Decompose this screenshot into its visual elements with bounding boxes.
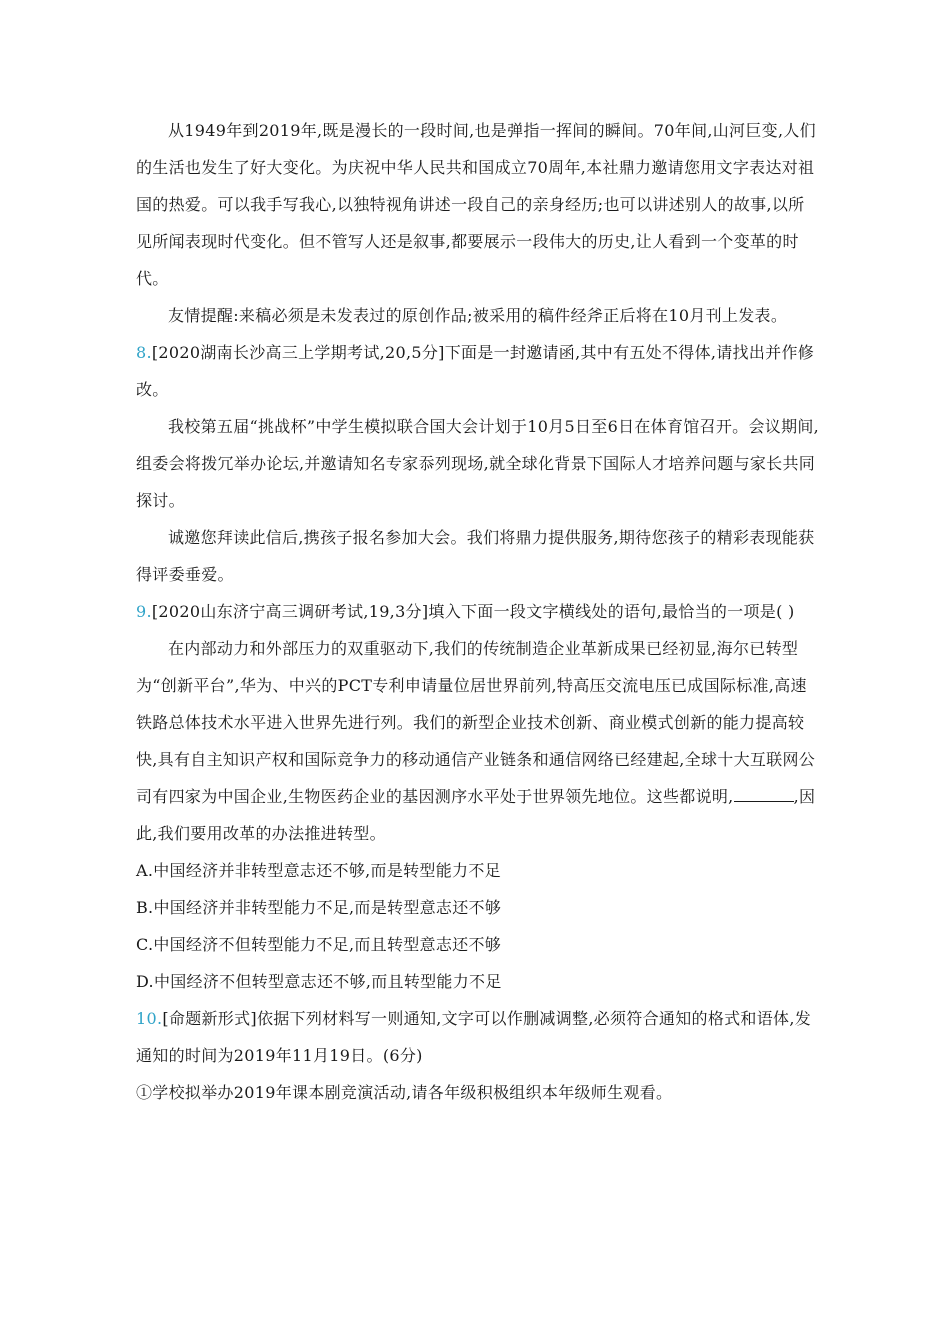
question-9-passage-after: ,因此,我们要用改革的办法推进转型。 — [136, 787, 816, 843]
question-10-text: [命题新形式]依据下列材料写一则通知,文字可以作删减调整,必须符合通知的格式和语体,发通知的时间为2019年11月19日。(6分) — [136, 1009, 812, 1065]
answer-blank — [734, 783, 794, 802]
intro-paragraph-1: 从1949年到2019年,既是漫长的一段时间,也是弹指一挥间的瞬间。70年间,山河巨变,人们的生活也发生了好大变化。为庆祝中华人民共和国成立70周年,本社鼎力邀请您用文字表达对祖国的热爱。可以我手写我心,以独特视角讲述一段自己的亲身经历;也可以讲述别人的故事,以所见所闻表现时代变化。但不管写人还是叙事,都要展示一段伟大的历史,让人看到一个变革的时代。 — [136, 121, 816, 288]
question-8-stem — [136, 334, 820, 408]
document-body — [136, 112, 820, 1111]
question-9-number: 9. — [136, 602, 152, 621]
question-8-number: 8. — [136, 343, 152, 362]
question-10-item-1: ①学校拟举办2019年课本剧竞演活动,请各年级积极组织本年级师生观看。 — [136, 1083, 673, 1102]
option-a: A.中国经济并非转型意志还不够,而是转型能力不足 — [136, 861, 501, 880]
question-8-text: [2020湖南长沙高三上学期考试,20,5分]下面是一封邀请函,其中有五处不得体,请找出并作修改。 — [136, 343, 815, 399]
question-8-paragraph-2: 诚邀您拜读此信后,携孩子报名参加大会。我们将鼎力提供服务,期待您孩子的精彩表现能获得评委垂爱。 — [136, 528, 815, 584]
question-9-passage-before: 在内部动力和外部压力的双重驱动下,我们的传统制造企业革新成果已经初显,海尔已转型为“创新平台”,华为、中兴的PCT专利申请量位居世界前列,特高压交流电压已成国际标准,高速铁路总体技术水平进入世界先进行列。我们的新型企业技术创新、商业模式创新的能力提高较快,具有自主知识产权和国际竞争力的移动通信产业链条和通信网络已经建起,全球十大互联网公司有四家为中国企业,生物医药企业的基因测序水平处于世界领先地位。这些都说明, — [136, 639, 816, 806]
option-d: D.中国经济不但转型意志还不够,而且转型能力不足 — [136, 972, 502, 991]
intro-paragraph-2: 友情提醒:来稿必须是未发表过的原创作品;被采用的稿件经斧正后将在10月刊上发表。 — [168, 306, 788, 325]
question-8-paragraph-1: 我校第五届“挑战杯”中学生模拟联合国大会计划于10月5日至6日在体育馆召开。会议期间,组委会将拨冗举办论坛,并邀请知名专家忝列现场,就全球化背景下国际人才培养问题与家长共同探讨。 — [136, 417, 820, 510]
question-10-stem — [136, 1000, 820, 1074]
question-9-passage — [136, 630, 820, 852]
question-9-stem — [136, 593, 820, 630]
option-c: C.中国经济不但转型能力不足,而且转型意志还不够 — [136, 935, 502, 954]
question-10-number: 10. — [136, 1009, 163, 1028]
question-9-text: [2020山东济宁高三调研考试,19,3分]填入下面一段文字横线处的语句,最恰当的一项是( ) — [151, 602, 795, 621]
option-b: B.中国经济并非转型能力不足,而是转型意志还不够 — [136, 898, 502, 917]
